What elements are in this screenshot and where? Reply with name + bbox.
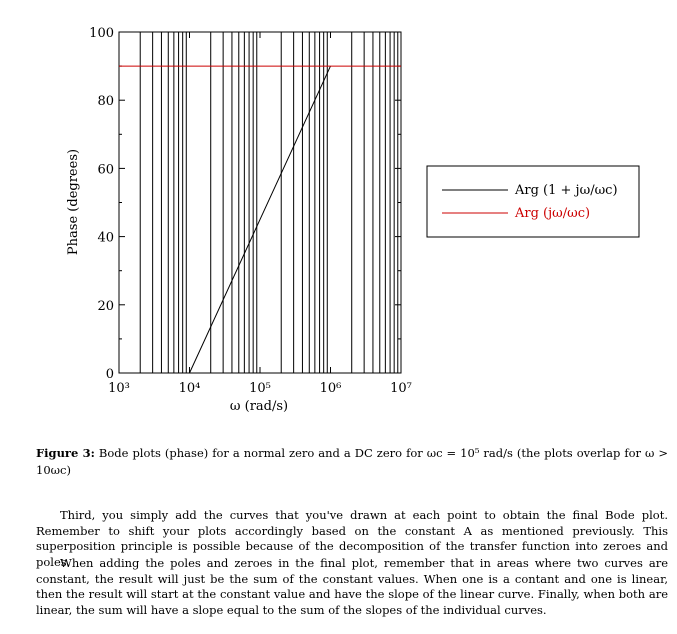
y-tick-labels [89, 26, 114, 382]
x-axis-label: ω (rad/s) [229, 399, 289, 414]
legend-box [427, 166, 639, 237]
x-tick-label: 10⁵ [249, 381, 271, 396]
y-tick-label: 60 [97, 162, 114, 178]
x-tick-label: 10⁴ [178, 381, 201, 396]
caption-text: Bode plots (phase) for a normal zero and a DC zero for ωc = 10⁵ rad/s (the plots overlap for ω > 10ωc) [36, 446, 669, 477]
legend-label-2: Arg (jω/ωc) [515, 206, 591, 221]
y-tick-label: 0 [105, 367, 114, 382]
y-tick-label: 40 [97, 230, 114, 246]
y-axis-label: Phase (degrees) [66, 148, 81, 256]
y-tick-label: 80 [97, 94, 114, 110]
x-tick-labels [108, 381, 412, 396]
y-tick-label: 20 [97, 298, 114, 314]
y-tick-label: 100 [89, 26, 114, 41]
legend-label-1: Arg (1 + jω/ωc) [515, 183, 618, 198]
x-tick-label: 10⁷ [390, 381, 412, 396]
x-tick-label: 10³ [108, 381, 130, 396]
figure-caption [36, 445, 668, 479]
plot-grid [140, 32, 398, 373]
x-tick-label: 10⁶ [319, 381, 342, 396]
paragraph-1: Third, you simply add the curves that you've drawn at each point to obtain the final Bode plot. Remember to shift your plots accordingly based on the constant A as mentioned previously. This superposition principle is possible because of the decomposition of the transfer function into zeroes and poles. [36, 508, 668, 569]
legend [427, 166, 639, 237]
caption-label: Figure 3: [36, 446, 95, 460]
paragraph-2: When adding the poles and zeroes in the final plot, remember that in areas where two curves are constant, the result will just be the sum of the constant values. When one is a contant and one is linear, then the result will start at the constant value and have the slope of the linear curve. Finally, when both are linear, the sum will have a slope equal to the sum of the slopes of the individual curves. [36, 556, 668, 617]
